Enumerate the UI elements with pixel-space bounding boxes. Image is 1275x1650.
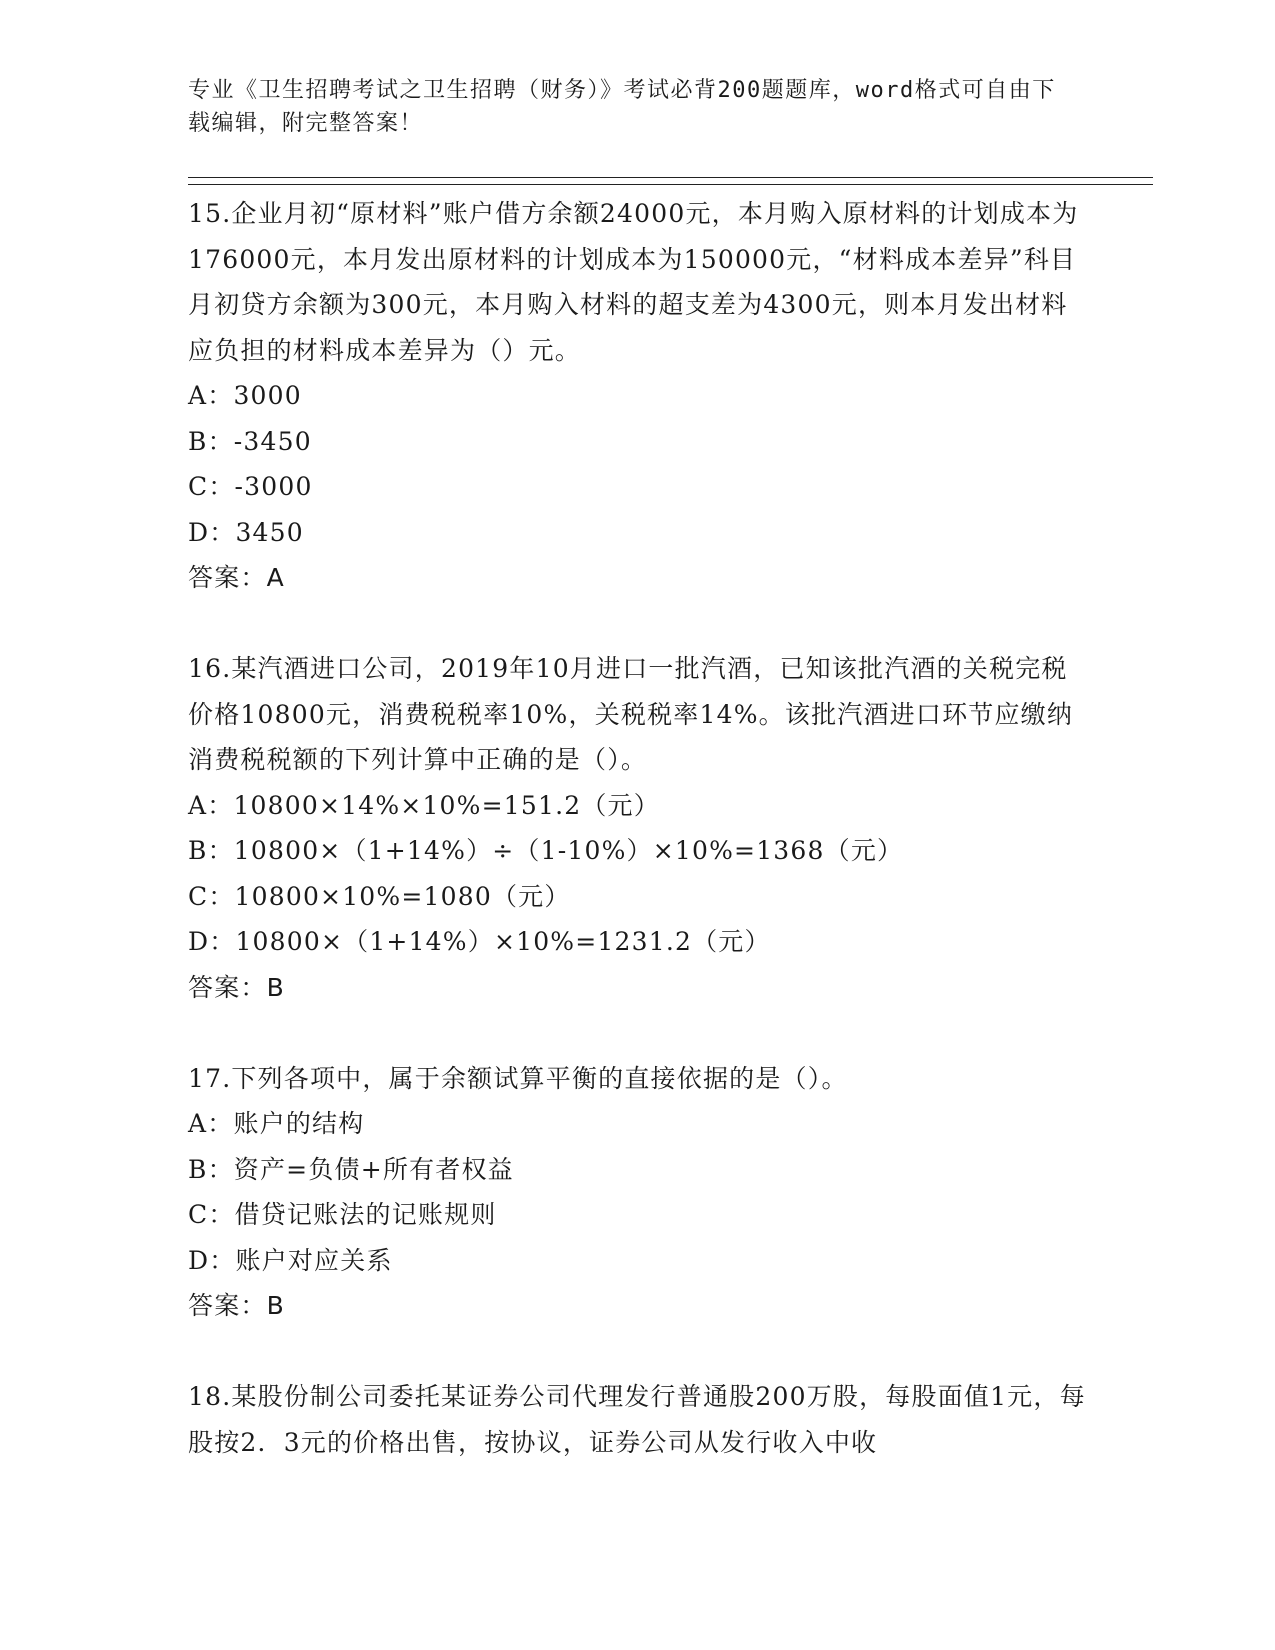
question-spacer: [188, 601, 1088, 647]
question-stem: 16.某汽酒进口公司，2019年10月进口一批汽酒，已知该批汽酒的关税完税价格10800元，消费税税率10%，关税税率14%。该批汽酒进口环节应缴纳消费税税额的下列计算中正确的是（）。: [188, 654, 1074, 774]
answer: 答案：B: [188, 1291, 285, 1320]
question-spacer: [188, 1010, 1088, 1056]
option-c: C：10800×10%=1080（元）: [188, 881, 571, 911]
option-b: B：资产=负债+所有者权益: [188, 1154, 514, 1184]
question-16: [188, 646, 1088, 1010]
answer: 答案：A: [188, 563, 285, 592]
option-d: D：3450: [188, 517, 304, 547]
question-18: [188, 1374, 1088, 1465]
question-stem: 17.下列各项中，属于余额试算平衡的直接依据的是（）。: [188, 1063, 848, 1093]
option-c: C：-3000: [188, 472, 313, 501]
question-stem: 15.企业月初“原材料”账户借方余额24000元，本月购入原材料的计划成本为176000元，本月发出原材料的计划成本为150000元，“材料成本差异”科目月初贷方余额为300元，本月购入材料的超支差为4300元，则本月发出材料应负担的材料成本差异为（）元。: [188, 199, 1079, 365]
header-text: 专业《卫生招聘考试之卫生招聘（财务）》考试必背200题题库，word格式可自由下载编辑，附完整答案！: [188, 78, 1056, 136]
header-divider: [188, 177, 1153, 185]
option-b: B：-3450: [188, 426, 312, 456]
option-a: A：账户的结构: [188, 1109, 365, 1138]
option-b: B：10800×（1+14%）÷（1-10%）×10%=1368（元）: [188, 836, 904, 865]
option-a: A：10800×14%×10%=151.2（元）: [188, 790, 660, 820]
answer: 答案：B: [188, 972, 285, 1002]
question-17: [188, 1056, 1088, 1329]
option-d: D：10800×（1+14%）×10%=1231.2（元）: [188, 927, 771, 956]
question-15: [188, 191, 1088, 601]
question-list: [188, 191, 1088, 1465]
option-d: D：账户对应关系: [188, 1245, 393, 1275]
question-spacer: [188, 1329, 1088, 1375]
option-a: A：3000: [188, 381, 302, 410]
option-c: C：借贷记账法的记账规则: [188, 1200, 497, 1229]
document-header: [188, 74, 1068, 140]
question-stem: 18.某股份制公司委托某证券公司代理发行普通股200万股，每股面值1元，每股按2．3元的价格出售，按协议，证券公司从发行收入中收: [188, 1382, 1086, 1457]
